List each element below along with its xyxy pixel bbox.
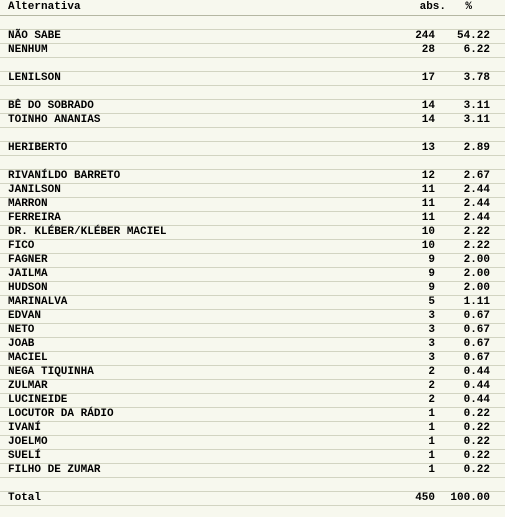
table-row (0, 366, 505, 380)
abs-value: 1 (428, 464, 435, 476)
pct-value: 3.11 (463, 114, 490, 126)
table-row (0, 114, 505, 128)
candidate-name: HUDSON (8, 282, 48, 294)
candidate-name: NEGA TIQUINHA (8, 366, 94, 378)
spacer-row (0, 478, 505, 492)
pct-value: 2.44 (463, 212, 490, 224)
table-row (0, 226, 505, 240)
table-row (0, 324, 505, 338)
header-alternativa: Alternativa (8, 1, 81, 13)
header-abs: abs. (419, 1, 446, 13)
pct-value: 0.22 (463, 408, 490, 420)
candidate-name: MACIEL (8, 352, 48, 364)
candidate-name: DR. KLÉBER/KLÉBER MACIEL (8, 226, 167, 238)
pct-value: 1.11 (463, 296, 490, 308)
table-row (0, 338, 505, 352)
pct-value: 0.67 (463, 352, 490, 364)
candidate-name: MARRON (8, 198, 48, 210)
candidate-name: FAGNER (8, 254, 48, 266)
table-row (0, 394, 505, 408)
abs-value: 28 (421, 44, 435, 56)
pct-value: 2.22 (463, 226, 490, 238)
abs-value: 2 (428, 366, 435, 378)
spacer-row (0, 128, 505, 142)
pct-value: 0.44 (463, 394, 490, 406)
candidate-name: LOCUTOR DA RÁDIO (8, 408, 114, 420)
pct-value: 6.22 (463, 44, 490, 56)
abs-value: 10 (421, 226, 435, 238)
abs-value: 3 (428, 352, 435, 364)
candidate-name: JANILSON (8, 184, 61, 196)
abs-value: 12 (421, 170, 435, 182)
table-row (0, 142, 505, 156)
pct-value: 0.67 (463, 338, 490, 350)
pct-value: 0.67 (463, 310, 490, 322)
abs-value: 244 (415, 30, 435, 42)
abs-value: 1 (428, 436, 435, 448)
pct-value: 3.11 (463, 100, 490, 112)
pct-value: 2.00 (463, 282, 490, 294)
abs-value: 3 (428, 324, 435, 336)
candidate-name: NÃO SABE (8, 30, 61, 42)
abs-value: 17 (421, 72, 435, 84)
pct-value: 3.78 (463, 72, 490, 84)
abs-value: 5 (428, 296, 435, 308)
candidate-name: ZULMAR (8, 380, 48, 392)
candidate-name: LENILSON (8, 72, 61, 84)
total-label: Total (8, 492, 42, 504)
candidate-name: NETO (8, 324, 35, 336)
candidate-name: FERREIRA (8, 212, 61, 224)
spacer-row (0, 58, 505, 72)
table-row (0, 240, 505, 254)
candidate-name: TOINHO ANANIAS (8, 114, 101, 126)
abs-value: 14 (421, 114, 435, 126)
pct-value: 2.89 (463, 142, 490, 154)
table-row (0, 408, 505, 422)
abs-value: 2 (428, 380, 435, 392)
total-pct: 100.00 (450, 492, 490, 504)
abs-value: 11 (421, 198, 435, 210)
pct-value: 54.22 (456, 30, 490, 42)
total-abs: 450 (415, 492, 435, 504)
pct-value: 0.22 (463, 436, 490, 448)
pct-value: 0.67 (463, 324, 490, 336)
table-row (0, 380, 505, 394)
abs-value: 14 (421, 100, 435, 112)
table-row (0, 100, 505, 114)
table-row (0, 464, 505, 478)
candidate-name: NENHUM (8, 44, 48, 56)
spacer-row (0, 86, 505, 100)
candidate-name: EDVAN (8, 310, 42, 322)
spacer-row (0, 16, 505, 30)
abs-value: 2 (428, 394, 435, 406)
candidate-name: JOELMO (8, 436, 48, 448)
abs-value: 11 (421, 184, 435, 196)
table-row (0, 184, 505, 198)
table-row (0, 30, 505, 44)
candidate-name: JAILMA (8, 268, 48, 280)
header-pct: % (465, 1, 472, 13)
pct-value: 2.00 (463, 268, 490, 280)
table-row (0, 72, 505, 86)
abs-value: 11 (421, 212, 435, 224)
table-row (0, 44, 505, 58)
table-body (0, 16, 505, 492)
candidate-name: MARINALVA (8, 296, 68, 308)
candidate-name: BÊ DO SOBRADO (8, 100, 94, 112)
abs-value: 1 (428, 450, 435, 462)
abs-value: 1 (428, 422, 435, 434)
abs-value: 3 (428, 338, 435, 350)
abs-value: 9 (428, 268, 435, 280)
pct-value: 0.44 (463, 366, 490, 378)
candidate-name: SUELÍ (8, 450, 42, 462)
table-row (0, 282, 505, 296)
table-row (0, 296, 505, 310)
candidate-name: IVANÍ (8, 422, 42, 434)
total-row (0, 492, 505, 506)
abs-value: 9 (428, 282, 435, 294)
abs-value: 13 (421, 142, 435, 154)
pct-value: 2.44 (463, 184, 490, 196)
abs-value: 1 (428, 408, 435, 420)
table-row (0, 450, 505, 464)
pct-value: 0.44 (463, 380, 490, 392)
table-row (0, 352, 505, 366)
pct-value: 2.44 (463, 198, 490, 210)
candidate-name: FILHO DE ZUMAR (8, 464, 101, 476)
table-row (0, 422, 505, 436)
candidate-name: LUCINEIDE (8, 394, 68, 406)
table-row (0, 436, 505, 450)
pct-value: 0.22 (463, 464, 490, 476)
candidate-name: JOAB (8, 338, 35, 350)
table-row (0, 268, 505, 282)
pct-value: 2.67 (463, 170, 490, 182)
pct-value: 2.00 (463, 254, 490, 266)
spacer-row (0, 156, 505, 170)
abs-value: 9 (428, 254, 435, 266)
table-row (0, 310, 505, 324)
candidate-name: FICO (8, 240, 35, 252)
pct-value: 2.22 (463, 240, 490, 252)
table-header (0, 0, 505, 16)
candidate-name: HERIBERTO (8, 142, 68, 154)
abs-value: 10 (421, 240, 435, 252)
abs-value: 3 (428, 310, 435, 322)
table-row (0, 198, 505, 212)
table-row (0, 212, 505, 226)
table-row (0, 254, 505, 268)
pct-value: 0.22 (463, 450, 490, 462)
table-row (0, 170, 505, 184)
pct-value: 0.22 (463, 422, 490, 434)
candidate-name: RIVANÍLDO BARRETO (8, 170, 121, 182)
